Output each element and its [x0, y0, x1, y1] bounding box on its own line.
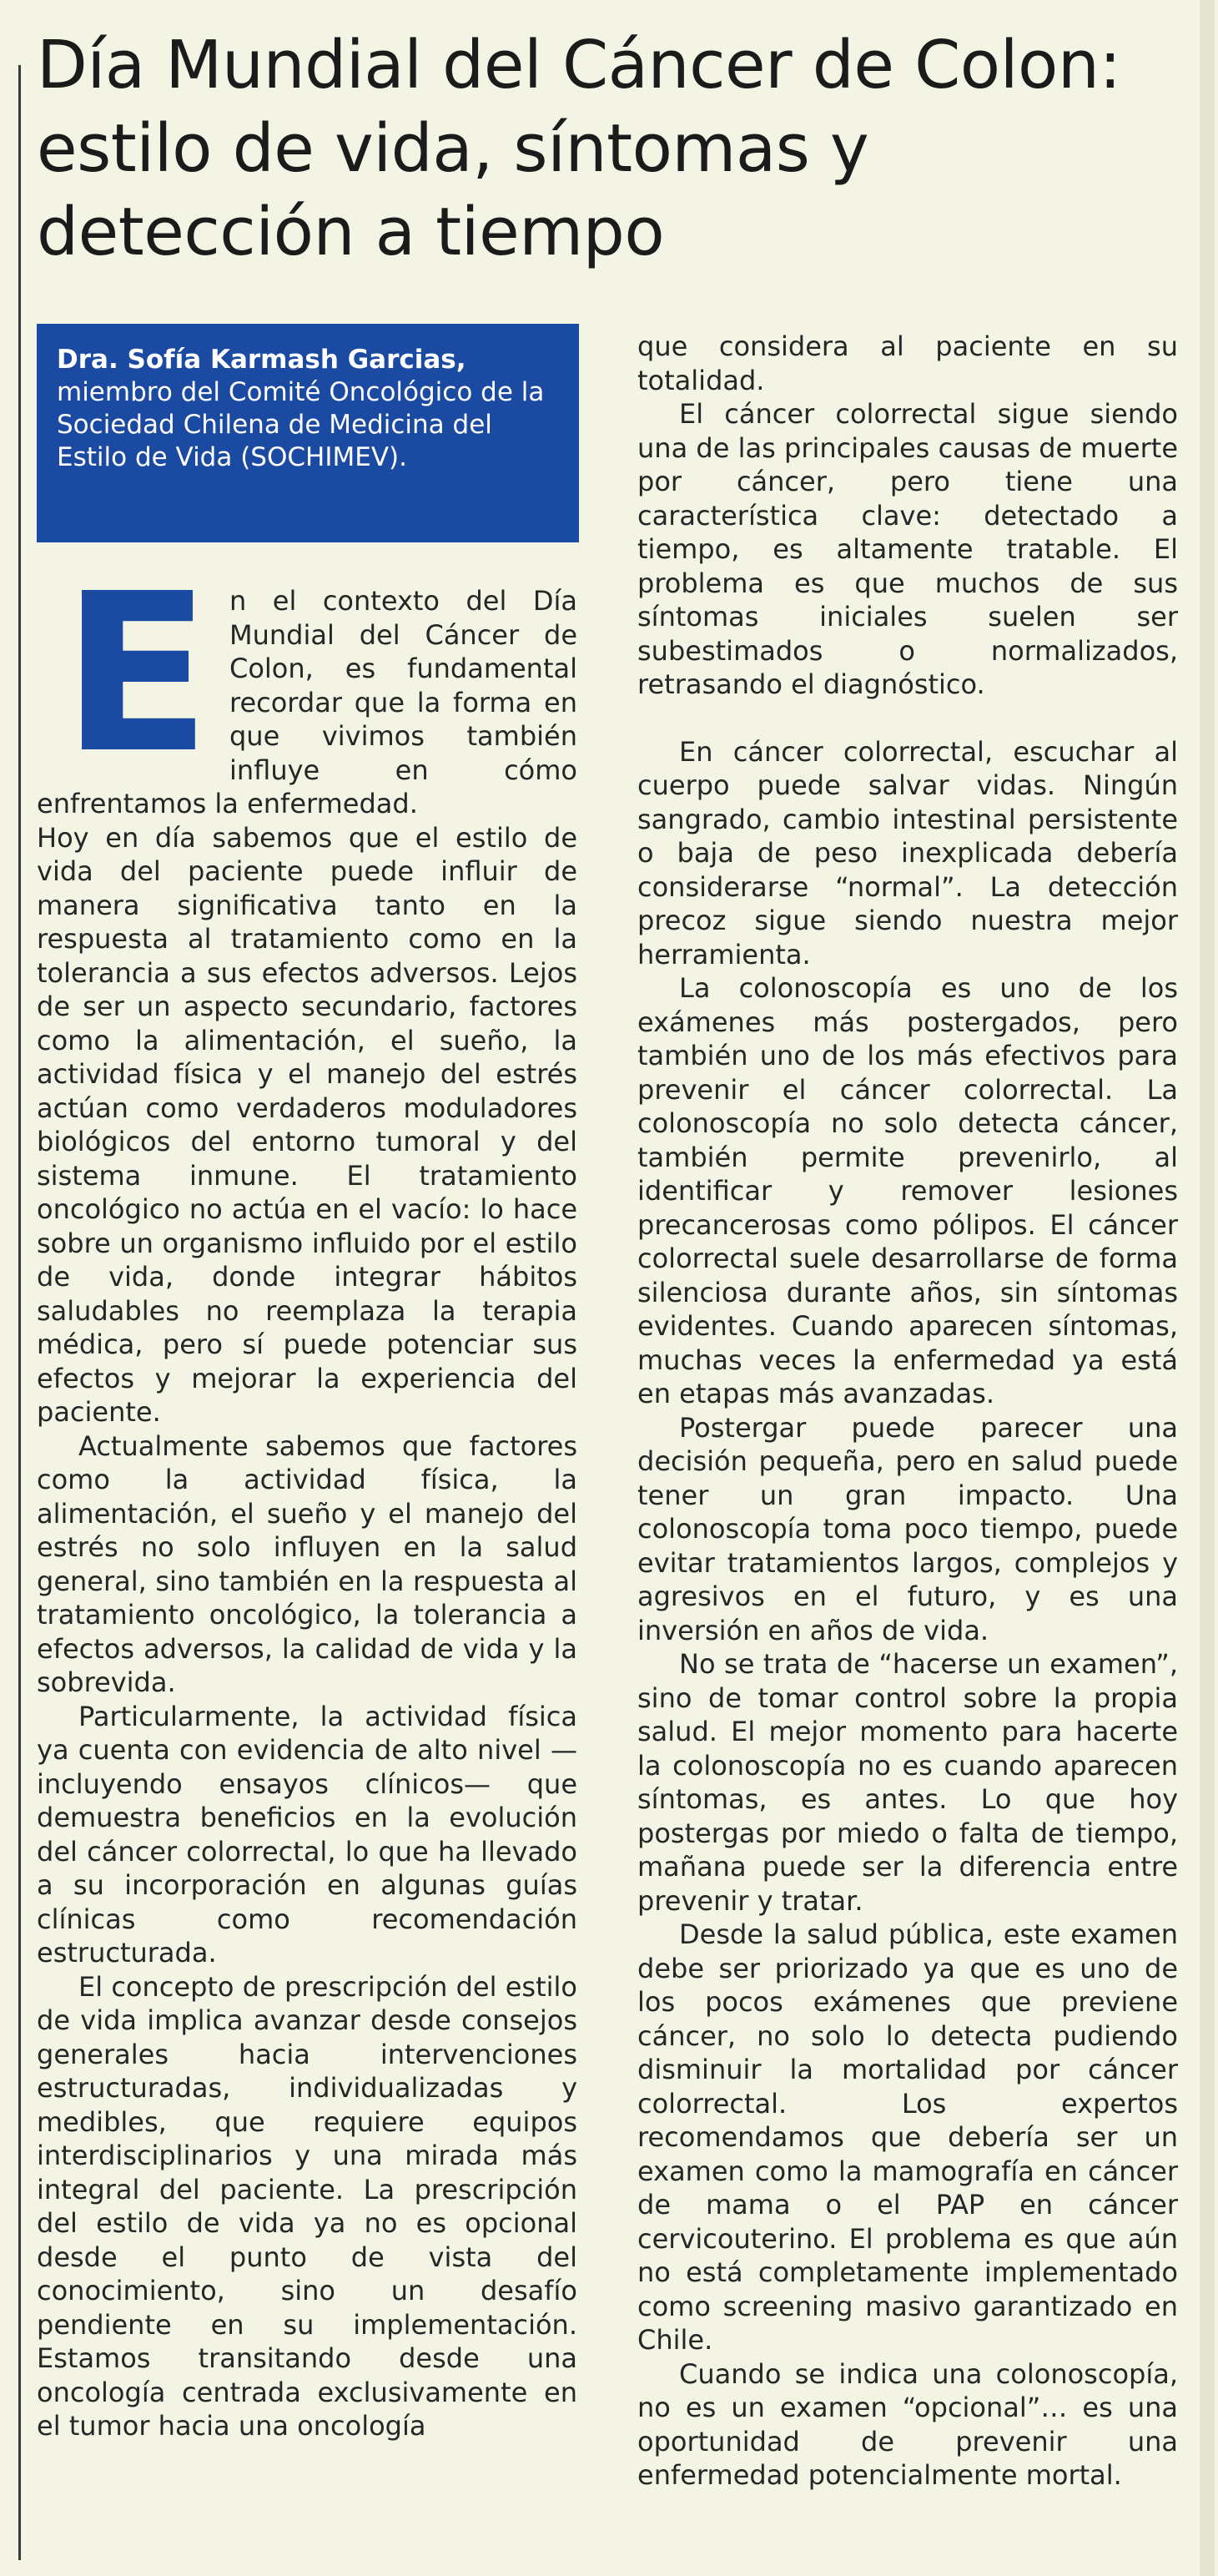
paragraph: La colonoscopía es uno de los exámenes más postergados, pero también uno de los más efectivos para prevenir el cáncer colorrectal. La colonoscopía no solo detecta cáncer, también permite prevenirlo, al identificar y remover lesiones precancerosas como pólipos. El cáncer colorrectal suele desarrollarse de forma silenciosa durante años, sin síntomas evidentes. Cuando aparecen síntomas, muchas veces la enfermedad ya está en etapas más avanzadas. [637, 972, 1178, 1409]
paragraph: Hoy en día sabemos que el estilo de vida del paciente puede influir de manera significativa tanto en la respuesta al tratamiento como en la tolerancia a sus efectos adversos. Lejos de ser un aspecto secundario, factores como la alimentación, el sueño, la actividad física y el manejo del estrés actúan como verdaderos moduladores biológicos del entorno tumoral y del sistema inmune. El tratamiento oncológico no actúa en el vacío: lo hace sobre un organismo influido por el estilo de vida, donde integrar hábitos saludables no reemplaza la terapia médica, pero sí puede potenciar sus efectos y mejorar la experiencia del paciente. [37, 821, 577, 1428]
author-name: Dra. Sofía Karmash Garcias, [57, 345, 466, 375]
left-rule [18, 65, 21, 2560]
paragraph: No se trata de “hacerse un examen”, sino de tomar control sobre la propia salud. El mejor momento para hacerte la colonoscopía no es cuando aparecen síntomas, es antes. Lo que hoy postergas por miedo o falta de tiempo, mañana puede ser la diferencia entre prevenir y tratar. [637, 1648, 1178, 1917]
paragraph-intro [37, 547, 577, 821]
drop-cap: E [62, 547, 211, 801]
paragraph: En cáncer colorrectal, escuchar al cuerpo puede salvar vidas. Ningún sangrado, cambio intestinal persistente o baja de peso inexplicada debería considerarse “normal”. La detección precoz sigue siendo nuestra mejor herramienta. [637, 735, 1178, 970]
paragraph: El cáncer colorrectal sigue siendo una de las principales causas de muerte por cáncer, pero tiene una característica clave: detectado a tiempo, es altamente tratable. El problema es que muchos de sus síntomas iniciales suelen ser subestimados o normalizados, retrasando el diagnóstico. [637, 398, 1178, 700]
paragraph: Postergar puede parecer una decisión pequeña, pero en salud puede tener un gran impacto. Una colonoscopía toma poco tiempo, puede evitar tratamientos largos, complejos y agresivos en el futuro, y es una inversión en años de vida. [637, 1411, 1178, 1646]
paragraph: Actualmente sabemos que factores como la actividad física, la alimentación, el sueño y el manejo del estrés no solo influyen en la salud general, sino también en la respuesta al tratamiento oncológico, la tolerancia a efectos adversos, la calidad de vida y la sobrevida. [37, 1429, 577, 1698]
paragraph: Cuando se indica una colonoscopía, no es un examen “opcional”… es una oportunidad de prevenir una enfermedad potencialmente mortal. [637, 2357, 1178, 2491]
paragraph: El concepto de prescripción del estilo de vida implica avanzar desde consejos generales hacia intervenciones estructuradas, individualizadas y medibles, que requiere equipos interdisciplinarios y una mirada más integral del paciente. La prescripción del estilo de vida ya no es opcional desde el punto de vista del conocimiento, sino un desafío pendiente en su implementación. Estamos transitando desde una oncología centrada exclusivamente en el tumor hacia una oncología [37, 1970, 577, 2442]
left-column [37, 547, 577, 2443]
paragraph: que considera al paciente en su totalidad. [637, 330, 1178, 396]
article-title: Día Mundial del Cáncer de Colon: estilo de vida, síntomas y detección a tiempo [37, 27, 1121, 270]
right-margin-strip [1200, 0, 1215, 2576]
paragraph: Particularmente, la actividad física ya cuenta con evidencia de alto nivel —incluyendo ensayos clínicos— que demuestra beneficios en la evolución del cáncer colorrectal, lo que ha llevado a su incorporación en algunas guías clínicas como recomendación estructurada. [37, 1700, 577, 1969]
paragraph-intro-text: n el contexto del Día Mundial del Cáncer de Colon, es fundamental recordar que la forma en que vivimos también influye en cómo enfrentamos la enfermedad. [37, 585, 577, 819]
right-column [637, 330, 1178, 2493]
paragraph: Desde la salud pública, este examen debe ser priorizado ya que es uno de los pocos exámenes que previene cáncer, no solo lo detecta pudiendo disminuir la mortalidad por cáncer colorrectal. Los expertos recomendamos que debería ser un examen como la mamografía en cáncer de mama o el PAP en cáncer cervicouterino. El problema es que aún no está completamente implementado como screening masivo garantizado en Chile. [637, 1918, 1178, 2356]
author-box [37, 324, 579, 542]
author-affiliation: miembro del Comité Oncológico de la Sociedad Chilena de Medicina del Estilo de Vida (SOCHIMEV). [57, 377, 545, 472]
